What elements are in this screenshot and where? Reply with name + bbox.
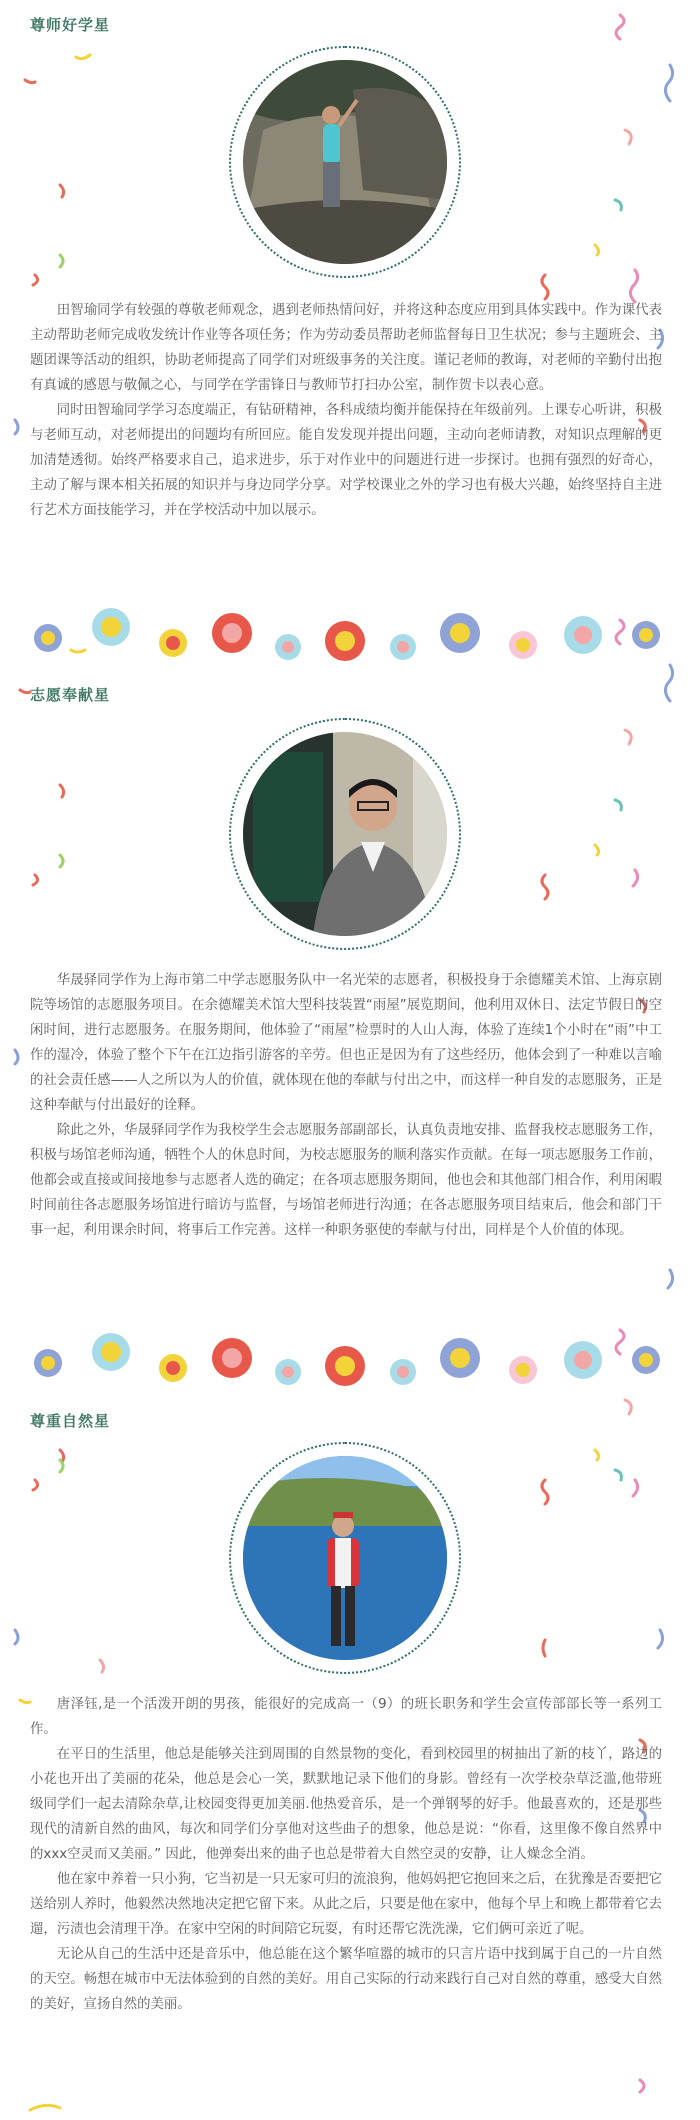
paragraph: 唐泽钰,是一个活泼开朗的男孩，能很好的完成高一（9）的班长职务和学生会宣传部部长等一系列工作。: [30, 1697, 662, 1737]
paragraph: 田智瑜同学有较强的尊敬老师观念，遇到老师热情问好，并将这种态度应用到具体实践中。作为课代表主动帮助老师完成收发统计作业等各项任务；作为劳动委员帮助老师监督每日卫生状况；参与主题班会、主题团课等活动的组织，协助老师提高了同学们对班级事务的关注度。谨记老师的教诲，对老师的辛勤付出抱有真诚的感恩与敬佩之心，与同学在学雷锋日与教师节打扫办公室，制作贺卡以表心意。: [30, 303, 662, 393]
person-photo-icon: [243, 732, 447, 936]
section-title: 志愿奉献星: [30, 686, 111, 704]
section-title: 尊重自然星: [30, 1412, 111, 1430]
paragraph: 无论从自己的生活中还是音乐中，他总能在这个繁华喧嚣的城市的只言片语中找到属于自己的一片自然的天空。畅想在城市中无法体验到的自然的美好。用自己实际的行动来践行自己对自然的尊重，感受大自然的美好，宣扬自然的美丽。: [30, 1947, 662, 2012]
section-text: [30, 298, 662, 523]
photo-frame: [229, 1442, 461, 1674]
paragraph: 他在家中养着一只小狗，它当初是一只无家可归的流浪狗，他妈妈把它抱回来之后，在犹豫是否要把它送给别人养时，他毅然决然地决定把它留下来。从此之后，只要是他在家中，他每个早上和晚上都带着它去遛，污渍也会清理干净。在家中空闲的时间陪它玩耍，有时还帮它洗洗澡，它们俩可亲近了呢。: [30, 1872, 662, 1937]
paragraph: 同时田智瑜同学学习态度端正，有钻研精神，各科成绩均衡并能保持在年级前列。上课专心听讲，积极与老师互动，对老师提出的问题均有所回应。能自发发现并提出问题，主动向老师请教，对知识点理解的更加清楚透彻。始终严格要求自己，追求进步，乐于对作业中的问题进行进一步探讨。也拥有强烈的好奇心，主动了解与课本相关拓展的知识并与身边同学分享。对学校课业之外的学习也有极大兴趣，始终坚持自主进行艺术方面技能学习，并在学校活动中加以展示。: [30, 403, 662, 518]
section-text: [30, 968, 662, 1243]
photo-frame: [229, 46, 461, 278]
dot-divider: [0, 605, 700, 665]
paragraph: 在平日的生活里，他总是能够关注到周围的自然景物的变化，看到校园里的树抽出了新的枝丫，路边的小花也开出了美丽的花朵，他总是会心一笑，默默地记录下他们的身影。曾经有一次学校杂草泛滥,他带班级同学们一起去清除杂草,让校园变得更加美丽.他热爱音乐，是一个弹钢琴的好手。他最喜欢的，还是那些现代的清新自然的曲风，每次和同学们分享他对这些曲子的想象，他总是说：“你看，这里像不像自然界中的xxx空灵而又美丽。” 因此，他弹奏出来的曲子也总是带着大自然空灵的安静，让人燥念全消。: [30, 1747, 662, 1862]
paragraph: 除此之外，华晟驿同学作为我校学生会志愿服务部副部长，认真负责地安排、监督我校志愿服务工作，积极与场馆老师沟通，牺牲个人的休息时间，为校志愿服务的顺利落实作贡献。在每一项志愿服务工作前，他都会或直接或间接地参与志愿者人选的确定；在各项志愿服务期间，他也会和其他部门相合作，利用闲暇时间前往各志愿服务场馆进行暗访与监督，与场馆老师进行沟通；在各志愿服务项目结束后，他会和部门干事一起，利用课余时间，将事后工作完善。这样一种职务驱使的奉献与付出，同样是个人价值的体现。: [30, 1123, 662, 1238]
person-photo-icon: [243, 1456, 447, 1660]
person-photo-icon: [243, 60, 447, 264]
dot-divider: [0, 1330, 700, 1390]
section-title: 尊师好学星: [30, 16, 111, 34]
paragraph: 华晟驿同学作为上海市第二中学志愿服务队中一名光荣的志愿者，积极投身于余德耀美术馆、上海京剧院等场馆的志愿服务项目。在余德耀美术馆大型科技装置“雨屋”展览期间，他利用双休日、法定节假日的空闲时间，进行志愿服务。在服务期间，他体验了“雨屋”检票时的人山人海，体验了连续1个小时在“雨”中工作的湿冷，体验了整个下午在江边指引游客的辛劳。但也正是因为有了这些经历，他体会到了一种难以言喻的社会责任感——人之所以为人的价值，就体现在他的奉献与付出之中，而这样一种自发的志愿服务，正是这种奉献与付出最好的诠释。: [30, 973, 662, 1113]
section-text: [30, 1692, 662, 2017]
photo-frame: [229, 718, 461, 950]
